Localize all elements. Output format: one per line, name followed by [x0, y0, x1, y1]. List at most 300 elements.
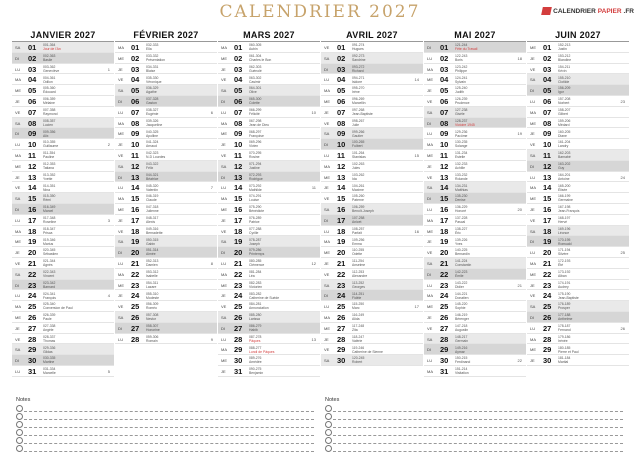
- day-of-year: 034-331: [146, 64, 159, 69]
- weekday-label: LU: [427, 282, 433, 288]
- weekday-label: DI: [324, 142, 328, 148]
- saint-name: Clémence: [249, 263, 265, 268]
- day-number: 08: [234, 118, 243, 128]
- day-number: 22: [234, 269, 243, 279]
- weekday-label: SA: [530, 152, 536, 158]
- weekday-label: LU: [427, 358, 433, 364]
- weekday-label: SA: [427, 185, 433, 191]
- weekday-label: LU: [324, 77, 330, 83]
- day-of-year: 164-201: [558, 172, 571, 177]
- day-of-year: 151-214: [455, 367, 468, 372]
- note-line[interactable]: [333, 444, 623, 452]
- weekday-label: ME: [221, 55, 227, 61]
- week-number: 18: [517, 55, 522, 61]
- day-of-year: 153-212: [558, 53, 571, 58]
- day-of-year: 159-206: [558, 118, 571, 123]
- day-row: [218, 215, 320, 226]
- day-of-year: 096-269: [352, 97, 365, 102]
- day-row: [12, 290, 114, 301]
- day-number: 13: [440, 172, 449, 182]
- weekday-label: DI: [530, 239, 534, 245]
- day-number: 28: [543, 334, 552, 344]
- saint-name: Fernand: [558, 327, 571, 332]
- day-number: 07: [28, 107, 37, 117]
- day-of-year: 032-333: [146, 43, 159, 48]
- weekday-label: VE: [118, 304, 124, 310]
- day-row: [115, 334, 217, 345]
- day-of-year: 092-273: [352, 53, 365, 58]
- week-number: 19: [517, 131, 522, 137]
- note-line[interactable]: [24, 420, 314, 428]
- weekday-label: MA: [15, 77, 21, 83]
- saint-name: Parfait: [352, 230, 362, 235]
- weekday-label: SA: [221, 88, 227, 94]
- weekday-label: MA: [118, 196, 124, 202]
- day-number: 10: [234, 140, 243, 150]
- day-row: [527, 215, 629, 226]
- week-number: 16: [414, 228, 419, 234]
- weekday-label: MA: [15, 304, 21, 310]
- saint-name: Barnabé: [558, 155, 571, 160]
- day-number: 08: [337, 118, 346, 128]
- month-header: MAI 2027: [424, 29, 526, 42]
- saint-name: Françoise: [249, 133, 264, 138]
- day-number: 18: [131, 226, 140, 236]
- day-number: 06: [440, 96, 449, 106]
- weekday-label: MA: [427, 368, 433, 374]
- day-row: [321, 182, 423, 193]
- day-number: 27: [337, 323, 346, 333]
- day-of-year: 148-217: [455, 334, 468, 339]
- day-of-year: 031-334: [43, 367, 56, 372]
- weekday-label: SA: [118, 88, 124, 94]
- day-number: 26: [234, 312, 243, 322]
- day-row: [321, 334, 423, 345]
- saint-name: Joseph: [249, 241, 260, 246]
- saint-name: Clotilde: [558, 79, 570, 84]
- day-row: [115, 301, 217, 312]
- day-row: [424, 64, 526, 75]
- day-of-year: 001-364: [43, 43, 56, 48]
- day-row: [218, 334, 320, 345]
- day-row: [218, 258, 320, 269]
- saint-name: Agathe: [146, 90, 157, 95]
- note-bullet-icon: [325, 429, 332, 436]
- day-row: [321, 107, 423, 118]
- note-bullet-icon: [325, 405, 332, 412]
- weekday-label: LU: [15, 66, 21, 72]
- day-row: [115, 85, 217, 96]
- day-row: [115, 258, 217, 269]
- day-row: [115, 139, 217, 150]
- weekday-label: SA: [15, 196, 21, 202]
- day-of-year: 046-319: [146, 194, 159, 199]
- saint-name: Modeste: [146, 295, 160, 300]
- saint-name: Gildas: [43, 349, 53, 354]
- day-of-year: 011-354: [43, 151, 56, 156]
- weekday-label: DI: [15, 131, 19, 137]
- weekday-label: ME: [324, 325, 330, 331]
- day-number: 07: [234, 107, 243, 117]
- day-of-year: 075-290: [249, 205, 262, 210]
- day-number: 29: [28, 345, 37, 355]
- note-bullet-icon: [16, 405, 23, 412]
- day-of-year: 067-298: [249, 118, 262, 123]
- note-line[interactable]: [333, 404, 623, 412]
- saint-name: Basile: [43, 57, 53, 62]
- day-row: [424, 344, 526, 355]
- weekday-label: LU: [324, 304, 330, 310]
- day-row: [527, 323, 629, 334]
- week-number: 25: [620, 250, 625, 256]
- saint-name: Louise: [249, 198, 259, 203]
- weekday-label: VE: [530, 293, 536, 299]
- saint-name: Claude: [146, 198, 157, 203]
- day-row: [321, 53, 423, 64]
- day-row: [218, 128, 320, 139]
- day-number: 01: [337, 43, 346, 52]
- saint-name: Rolande: [455, 176, 468, 181]
- saint-name: Barnard: [43, 284, 56, 289]
- saint-name: Catherine de Suède: [249, 295, 280, 300]
- day-number: 21: [28, 258, 37, 268]
- day-row: [218, 269, 320, 280]
- day-row: [321, 344, 423, 355]
- day-row: [527, 193, 629, 204]
- day-of-year: 025-340: [43, 302, 56, 307]
- day-number: 15: [543, 194, 552, 204]
- month-column: [424, 29, 526, 385]
- weekday-label: MA: [324, 314, 330, 320]
- saint-name: Richard: [352, 68, 364, 73]
- month-header: MARS 2027: [218, 29, 320, 42]
- day-of-year: 012-353: [43, 161, 56, 166]
- day-of-year: 141-224: [455, 259, 468, 264]
- weekday-label: DI: [15, 55, 19, 61]
- day-row: [115, 42, 217, 53]
- saint-name: Éric: [455, 230, 461, 235]
- day-row: [218, 42, 320, 53]
- day-of-year: 157-208: [558, 97, 571, 102]
- day-number: 28: [337, 334, 346, 344]
- note-line[interactable]: [333, 428, 623, 436]
- saint-name: Gisèle: [455, 111, 465, 116]
- day-of-year: 060-305: [249, 43, 262, 48]
- day-number: 19: [28, 237, 37, 247]
- day-row: [321, 150, 423, 161]
- weekday-label: DI: [221, 250, 225, 256]
- day-number: 24: [337, 291, 346, 301]
- day-number: 10: [543, 140, 552, 150]
- saint-name: Cyrille: [249, 230, 259, 235]
- saint-name: Isabelle: [146, 273, 158, 278]
- weekday-label: MA: [427, 293, 433, 299]
- day-number: 13: [543, 172, 552, 182]
- day-row: [12, 280, 114, 291]
- day-of-year: 130-235: [455, 140, 468, 145]
- saint-name: Martial: [558, 360, 569, 365]
- day-row: [115, 64, 217, 75]
- week-number: 4: [107, 293, 110, 299]
- saint-name: Gaston: [146, 101, 157, 106]
- day-of-year: 072-293: [249, 172, 262, 177]
- saint-name: Kévin: [558, 68, 567, 73]
- day-number: 15: [337, 194, 346, 204]
- day-number: 03: [234, 64, 243, 74]
- saint-name: Guy: [558, 165, 565, 170]
- day-of-year: 162-203: [558, 151, 571, 156]
- note-line[interactable]: [333, 436, 623, 444]
- day-row: [218, 139, 320, 150]
- day-row: [424, 85, 526, 96]
- logo-mark-icon: [541, 7, 552, 15]
- day-number: 30: [543, 356, 552, 366]
- day-row: [218, 301, 320, 312]
- saint-name: Zita: [352, 327, 358, 332]
- day-row: [527, 150, 629, 161]
- day-row: [12, 64, 114, 75]
- day-of-year: 150-215: [455, 356, 468, 361]
- day-of-year: 091-274: [352, 43, 365, 48]
- day-number: 25: [440, 302, 449, 312]
- day-row: [218, 161, 320, 172]
- saint-name: Hugues: [352, 47, 364, 52]
- day-of-year: 002-363: [43, 53, 56, 58]
- weekday-label: JE: [530, 206, 535, 212]
- day-row: [321, 85, 423, 96]
- day-of-year: 172-193: [558, 259, 571, 264]
- saint-name: Anicet: [352, 219, 362, 224]
- day-of-year: 039-326: [146, 118, 159, 123]
- note-line[interactable]: [24, 436, 314, 444]
- day-number: 02: [440, 53, 449, 63]
- saint-name: Isidore: [352, 79, 363, 84]
- day-number: 24: [440, 291, 449, 301]
- saint-name: Élisée: [558, 187, 568, 192]
- note-line[interactable]: [24, 404, 314, 412]
- day-of-year: 154-211: [558, 64, 571, 69]
- saint-name: Bernardin: [455, 252, 470, 257]
- day-row: [115, 96, 217, 107]
- day-row: [424, 226, 526, 237]
- day-row: [12, 42, 114, 53]
- weekday-label: MA: [324, 163, 330, 169]
- month-column: [321, 29, 423, 385]
- day-of-year: 121-244: [455, 43, 468, 48]
- day-of-year: 102-263: [352, 161, 365, 166]
- day-of-year: 070-295: [249, 151, 262, 156]
- day-of-year: 122-243: [455, 53, 468, 58]
- day-of-year: 147-218: [455, 323, 468, 328]
- saint-name: Alban: [558, 273, 567, 278]
- weekday-label: LU: [427, 206, 433, 212]
- day-of-year: 107-258: [352, 215, 365, 220]
- weekday-label: LU: [427, 55, 433, 61]
- day-number: 30: [440, 356, 449, 366]
- saint-name: Augustin: [455, 327, 469, 332]
- day-number: 02: [234, 53, 243, 63]
- weekday-label: LU: [118, 336, 124, 342]
- day-number: 10: [337, 140, 346, 150]
- day-number: 11: [234, 150, 242, 160]
- day-row: [12, 193, 114, 204]
- day-row: [12, 107, 114, 118]
- saint-name: Vivien: [249, 144, 259, 149]
- day-number: 05: [234, 86, 243, 96]
- weekday-label: DI: [530, 88, 534, 94]
- month-header: JUIN 2027: [527, 29, 629, 42]
- day-row: [12, 355, 114, 366]
- weekday-label: MA: [15, 152, 21, 158]
- weekday-label: SA: [427, 109, 433, 115]
- saint-name: Germain: [455, 338, 469, 343]
- day-row: [12, 269, 114, 280]
- day-number: 30: [28, 356, 37, 366]
- weekday-label: DI: [118, 325, 122, 331]
- day-row: [424, 269, 526, 280]
- day-of-year: 085-280: [249, 313, 262, 318]
- weekday-label: ME: [221, 131, 227, 137]
- day-number: 31: [440, 366, 449, 376]
- weekday-label: VE: [324, 347, 330, 353]
- weekday-label: DI: [221, 98, 225, 104]
- saint-name: Lundi de Pâques: [249, 349, 275, 354]
- weekday-label: JE: [324, 185, 329, 191]
- day-row: [321, 161, 423, 172]
- weekday-label: DI: [118, 174, 122, 180]
- weekday-label: DI: [530, 314, 534, 320]
- weekday-label: MA: [118, 271, 124, 277]
- day-of-year: 138-227: [455, 226, 468, 231]
- weekday-label: JE: [324, 260, 329, 266]
- day-row: [12, 128, 114, 139]
- saint-name: Estelle: [455, 155, 466, 160]
- saint-name: Irène: [352, 90, 360, 95]
- day-row: [115, 182, 217, 193]
- day-row: [218, 64, 320, 75]
- day-number: 22: [131, 269, 140, 279]
- week-number: 13: [311, 336, 316, 342]
- saint-name: Guillaume: [43, 144, 59, 149]
- day-of-year: 146-219: [455, 313, 468, 318]
- weekday-label: JE: [324, 336, 329, 342]
- saint-name: Olive: [249, 90, 257, 95]
- saint-name: Guénolé: [249, 68, 262, 73]
- day-of-year: 140-225: [455, 248, 468, 253]
- day-row: [321, 74, 423, 85]
- day-number: 21: [337, 258, 346, 268]
- day-of-year: 090-275: [249, 367, 262, 372]
- saint-name: Raymond: [43, 111, 58, 116]
- day-number: 07: [440, 107, 449, 117]
- weekday-label: VE: [15, 336, 21, 342]
- saint-name: Damien: [146, 263, 158, 268]
- day-number: 18: [28, 226, 37, 236]
- weekday-label: LU: [15, 142, 21, 148]
- day-of-year: 036-329: [146, 86, 159, 91]
- day-row: [12, 258, 114, 269]
- saint-name: Yvette: [43, 176, 53, 181]
- weekday-label: VE: [427, 250, 433, 256]
- saint-name: Landry: [558, 144, 569, 149]
- weekday-label: SA: [427, 260, 433, 266]
- note-line[interactable]: [333, 412, 623, 420]
- saint-name: Bernadette: [146, 230, 163, 235]
- weekday-label: VE: [530, 142, 536, 148]
- saint-name: Gabin: [146, 241, 156, 246]
- day-row: [527, 355, 629, 366]
- day-number: 26: [543, 312, 552, 322]
- weekday-label: SA: [15, 45, 21, 50]
- day-number: 16: [440, 204, 449, 214]
- day-row: [527, 236, 629, 247]
- weekday-label: DI: [530, 163, 534, 169]
- day-of-year: 181-184: [558, 356, 571, 361]
- day-row: [321, 290, 423, 301]
- day-number: 22: [337, 269, 346, 279]
- weekday-label: SA: [324, 131, 330, 137]
- day-number: 17: [131, 215, 140, 225]
- day-of-year: 051-314: [146, 248, 159, 253]
- saint-name: Martine: [43, 360, 55, 365]
- note-line[interactable]: [24, 444, 314, 452]
- note-line[interactable]: [333, 420, 623, 428]
- day-number: 29: [234, 345, 243, 355]
- day-number: 28: [440, 334, 449, 344]
- day-of-year: 134-231: [455, 183, 468, 188]
- day-number: 11: [131, 150, 139, 160]
- day-number: 29: [543, 345, 552, 355]
- day-of-year: 010-355: [43, 140, 56, 145]
- saint-name: Tatiana: [43, 165, 54, 170]
- day-of-year: 135-230: [455, 194, 468, 199]
- brand-logo: CALENDRIER PAPIER .FR: [542, 7, 634, 15]
- day-row: [115, 150, 217, 161]
- saint-name: Émile: [455, 273, 464, 278]
- weekday-label: VE: [221, 152, 227, 158]
- day-row: [115, 269, 217, 280]
- day-of-year: 149-216: [455, 345, 468, 350]
- day-of-year: 098-267: [352, 118, 365, 123]
- saint-name: Diane: [558, 133, 567, 138]
- weekday-label: SA: [221, 163, 227, 169]
- day-row: [218, 118, 320, 129]
- note-line[interactable]: [24, 412, 314, 420]
- saint-name: Donatien: [455, 295, 469, 300]
- day-of-year: 006-359: [43, 97, 56, 102]
- weekday-label: MA: [118, 120, 124, 126]
- weekday-label: DI: [118, 98, 122, 104]
- weekday-label: JE: [530, 55, 535, 61]
- day-row: [527, 96, 629, 107]
- note-bullet-icon: [16, 445, 23, 452]
- day-number: 18: [440, 226, 449, 236]
- weekday-label: VE: [118, 152, 124, 158]
- weekday-label: ME: [15, 314, 21, 320]
- saint-name: Valentin: [146, 187, 159, 192]
- saint-name: Germaine: [558, 198, 573, 203]
- saint-name: Paule: [43, 317, 52, 322]
- day-of-year: 017-348: [43, 215, 56, 220]
- day-of-year: 069-296: [249, 140, 262, 145]
- note-line[interactable]: [24, 428, 314, 436]
- weekday-label: ME: [221, 282, 227, 288]
- saint-name: Sandrine: [352, 57, 366, 62]
- day-number: 23: [131, 280, 140, 290]
- day-of-year: 055-310: [146, 291, 159, 296]
- weekday-label: JE: [221, 217, 226, 223]
- day-number: 15: [28, 194, 37, 204]
